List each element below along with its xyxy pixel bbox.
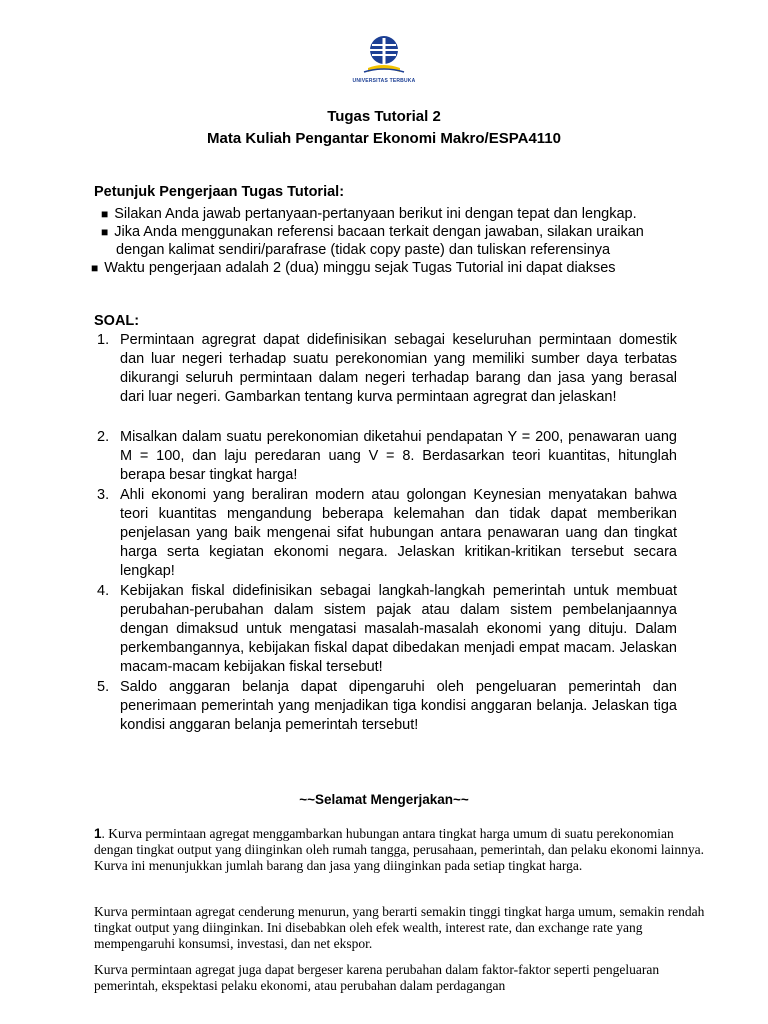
question-number: 4. xyxy=(97,583,110,599)
bullet-icon: ■ xyxy=(101,225,109,239)
instruction-text-3: Waktu pengerjaan adalah 2 (dua) minggu sejak Tugas Tutorial ini dapat diakses xyxy=(104,260,616,276)
bullet-icon: ■ xyxy=(91,261,99,275)
bullet-icon: ■ xyxy=(101,207,109,221)
closing-message: ~~Selamat Mengerjakan~~ xyxy=(299,792,469,807)
question-text: Misalkan dalam suatu perekonomian diketahui pendapatan Y = 200, penawaran uang M = 100, dan laju peredaran uang V = 8. Berdasarkan teori kuantitas, hitunglah berapa besar tingkat harga! xyxy=(120,429,677,483)
instruction-text-1: Silakan Anda jawab pertanyaan-pertanyaan berikut ini dengan tepat dan lengkap. xyxy=(114,206,637,222)
question-number: 1. xyxy=(97,332,110,348)
soal-heading: SOAL: xyxy=(94,313,140,329)
question-2 xyxy=(97,428,677,485)
document-title: Tugas Tutorial 2 xyxy=(327,108,441,125)
question-5 xyxy=(97,678,677,735)
answer-text-1: . Kurva permintaan agregat menggambarkan hubungan antara tingkat harga umum di suatu perekonomian dengan tingkat output yang diinginkan oleh rumah tangga, perusahaan, pemerintah, dan pelaku ekonomi lainnya. Kurva ini menunjukkan jumlah barang dan jasa yang diinginkan pada setiap tingkat harga. xyxy=(94,826,704,873)
question-4 xyxy=(97,582,677,677)
answer-paragraph-2: Kurva permintaan agregat cenderung menurun, yang berarti semakin tinggi tingkat harga umum, semakin rendah tingkat output yang diinginkan. Ini disebabkan oleh efek wealth, interest rate, dan exchange rate yang mempengaruhi konsumsi, investasi, dan net ekspor. xyxy=(94,904,705,951)
instruction-item-2 xyxy=(101,223,644,242)
question-text: Ahli ekonomi yang beraliran modern atau golongan Keynesian menyatakan bahwa teori kuantitas mengandung beberapa kelemahan dan tidak dapat memberikan penjelasan yang baik mengenai sifat hubungan antara penawaran uang dan tingkat harga serta kegiatan ekonomi negara. Jelaskan kritikan-kritikan tersebut secara lengkap! xyxy=(120,487,677,579)
answer-paragraph-3: Kurva permintaan agregat juga dapat bergeser karena perubahan dalam faktor-faktor seperti pengeluaran pemerintah, ekspektasi pelaku ekonomi, atau perubahan dalam perdagangan xyxy=(94,962,660,993)
question-text: Permintaan agregrat dapat didefinisikan sebagai keseluruhan permintaan domestik dan luar negeri terhadap suatu perekonomian yang memiliki sumber daya terbatas dikurangi seluruh permintaan dalam negeri terhadap barang dan jasa yang berasal dari luar negeri. Gambarkan tentang kurva permintaan agregrat dan jelaskan! xyxy=(120,332,677,405)
question-3 xyxy=(97,486,677,581)
instruction-item-3 xyxy=(91,259,616,278)
instruction-item-2-continued: dengan kalimat sendiri/parafrase (tidak copy paste) dan tuliskan referensinya xyxy=(116,242,611,258)
question-1 xyxy=(97,331,677,407)
question-text: Saldo anggaran belanja dapat dipengaruhi oleh pengeluaran pemerintah dan penerimaan pemerintah yang menjadikan tiga kondisi anggaran belanja. Jelaskan tiga kondisi anggaran belanja pemerintah tersebut! xyxy=(120,679,677,733)
question-number: 2. xyxy=(97,429,110,445)
instructions-heading: Petunjuk Pengerjaan Tugas Tutorial: xyxy=(94,184,345,200)
answer-number: 1 xyxy=(94,826,102,841)
instruction-text-2a: Jika Anda menggunakan referensi bacaan terkait dengan jawaban, silakan uraikan xyxy=(114,224,644,240)
question-number: 3. xyxy=(97,487,110,503)
instruction-item-1 xyxy=(101,205,637,224)
question-number: 5. xyxy=(97,679,110,695)
answer-paragraph-1 xyxy=(94,826,710,874)
course-subtitle: Mata Kuliah Pengantar Ekonomi Makro/ESPA4110 xyxy=(207,130,561,147)
question-text: Kebijakan fiskal didefinisikan sebagai langkah-langkah pemerintah untuk membuat perubahan-perubahan dalam sistem pajak atau dalam sistem pembelanjaannya dengan dimaksud untuk mengatasi masalah-masalah ekonomi yang dituju. Dalam perkembangannya, kebijakan fiskal dapat dibedakan menjadi empat macam. Jelaskan macam-macam kebijakan fiskal tersebut! xyxy=(120,583,677,675)
logo-caption: UNIVERSITAS TERBUKA xyxy=(352,78,416,84)
